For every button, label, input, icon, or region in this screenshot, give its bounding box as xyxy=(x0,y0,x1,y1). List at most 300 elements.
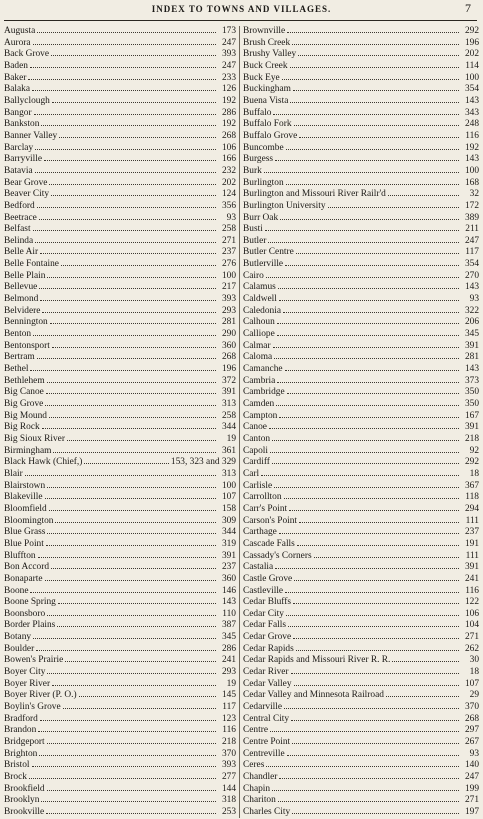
index-entry xyxy=(4,236,236,246)
entry-pages: 93 xyxy=(469,748,479,759)
dot-leader xyxy=(272,434,459,441)
dot-leader xyxy=(51,189,216,196)
entry-pages: 158 xyxy=(221,503,236,514)
entry-pages: 167 xyxy=(464,410,479,421)
dot-leader xyxy=(288,620,459,627)
entry-pages: 107 xyxy=(221,492,236,503)
dot-leader xyxy=(392,655,459,662)
entry-name: Castleville xyxy=(243,585,284,596)
entry-pages: 206 xyxy=(464,317,479,328)
entry-pages: 100 xyxy=(221,480,236,491)
entry-name: Boonsboro xyxy=(4,608,46,619)
entry-name: Brandon xyxy=(4,725,37,736)
entry-name: Back Grove xyxy=(4,49,50,60)
entry-pages: 360 xyxy=(221,573,236,584)
entry-name: Boyer River xyxy=(4,678,51,689)
dot-leader xyxy=(33,38,216,45)
index-entry xyxy=(4,586,236,596)
index-entry xyxy=(4,714,236,724)
entry-name: Boone xyxy=(4,585,29,596)
dot-leader xyxy=(291,714,459,721)
entry-name: Central City xyxy=(243,713,290,724)
index-entry xyxy=(243,737,479,747)
entry-pages: 271 xyxy=(221,235,236,246)
entry-name: Baker xyxy=(4,72,27,83)
dot-leader xyxy=(297,539,459,546)
entry-pages: 143 xyxy=(464,95,479,106)
index-entry xyxy=(4,143,236,153)
entry-pages: 253 xyxy=(221,806,236,817)
entry-pages: 144 xyxy=(221,783,236,794)
index-entry xyxy=(4,317,236,327)
dot-leader xyxy=(28,73,216,80)
entry-pages: 32 xyxy=(469,189,479,200)
entry-name: Banner Valley xyxy=(4,130,58,141)
entry-pages: 143 xyxy=(464,154,479,165)
index-entry xyxy=(243,411,479,421)
index-entry xyxy=(243,213,479,223)
entry-pages: 247 xyxy=(464,772,479,782)
entry-pages: 104 xyxy=(464,620,479,631)
entry-name: Bloomington xyxy=(4,515,54,526)
entry-pages: 313 xyxy=(221,399,236,409)
entry-name: Busti xyxy=(243,224,263,235)
entry-pages: 124 xyxy=(221,189,236,200)
index-entry xyxy=(243,178,479,188)
dot-leader xyxy=(39,213,216,220)
entry-pages: 367 xyxy=(464,480,479,491)
page-title: INDEX TO TOWNS AND VILLAGES. xyxy=(151,4,332,14)
entry-name: Carl xyxy=(243,468,260,479)
dot-leader xyxy=(33,632,216,639)
right-index-column xyxy=(239,26,479,818)
dot-leader xyxy=(328,201,459,208)
entry-pages: 391 xyxy=(464,422,479,433)
entry-name: Chandler xyxy=(243,772,278,782)
dot-leader xyxy=(266,271,459,278)
entry-name: Camanche xyxy=(243,364,283,375)
dot-leader xyxy=(40,247,216,254)
entry-pages: 116 xyxy=(465,130,479,141)
dot-leader xyxy=(30,61,216,68)
index-entry xyxy=(4,399,236,409)
entry-name: Carrollton xyxy=(243,492,282,503)
index-entry xyxy=(243,131,479,141)
dot-leader xyxy=(45,399,216,406)
dot-leader xyxy=(290,96,459,103)
dot-leader xyxy=(50,317,216,324)
dot-leader xyxy=(84,457,169,464)
entry-name: Canoe xyxy=(243,422,267,433)
index-entry xyxy=(4,644,236,654)
dot-leader xyxy=(285,364,459,371)
entry-pages: 197 xyxy=(464,806,479,817)
index-entry xyxy=(4,760,236,770)
entry-pages: 100 xyxy=(221,270,236,281)
entry-pages: 18 xyxy=(469,468,479,479)
index-entry xyxy=(4,807,236,817)
index-entry xyxy=(243,399,479,409)
dot-leader xyxy=(30,586,216,593)
entry-name: Burgess xyxy=(243,154,274,165)
dot-leader xyxy=(279,527,459,534)
index-entry xyxy=(4,259,236,269)
entry-pages: 173 xyxy=(221,26,236,36)
entry-pages: 360 xyxy=(221,340,236,351)
dot-leader xyxy=(269,422,459,429)
entry-name: Calhoun xyxy=(243,317,275,328)
entry-pages: 116 xyxy=(465,585,479,596)
index-entry xyxy=(4,795,236,805)
dot-leader xyxy=(279,772,459,779)
entry-name: Blakeville xyxy=(4,492,43,503)
dot-leader xyxy=(47,481,216,488)
dot-leader xyxy=(51,562,216,569)
entry-name: Cedar Rapids and Missouri River R. R. xyxy=(243,655,391,666)
entry-pages: 277 xyxy=(221,772,236,782)
entry-pages: 19 xyxy=(226,678,236,689)
entry-pages: 372 xyxy=(221,375,236,386)
entry-name: Carr's Point xyxy=(243,503,288,514)
dot-leader xyxy=(299,516,459,523)
entry-pages: 393 xyxy=(221,294,236,305)
dot-leader xyxy=(296,247,459,254)
index-entry xyxy=(243,282,479,292)
entry-pages: 111 xyxy=(465,550,479,561)
entry-name: Bellevue xyxy=(4,282,38,293)
entry-pages: 258 xyxy=(221,224,236,235)
index-entry xyxy=(4,516,236,526)
entry-name: Burk xyxy=(243,165,262,176)
dot-leader xyxy=(284,702,459,709)
dot-leader xyxy=(49,411,216,418)
entry-pages: 146 xyxy=(221,585,236,596)
dot-leader xyxy=(293,597,459,604)
dot-leader xyxy=(285,586,459,593)
index-entry xyxy=(4,247,236,257)
index-entry xyxy=(243,725,479,735)
entry-name: Cedar Valley and Minnesota Railroad xyxy=(243,690,384,701)
entry-pages: 143 xyxy=(464,282,479,293)
entry-pages: 248 xyxy=(464,119,479,130)
entry-name: Big Mound xyxy=(4,410,47,421)
index-entry xyxy=(4,387,236,397)
index-entry xyxy=(4,539,236,549)
dot-leader xyxy=(289,504,459,511)
index-entry xyxy=(4,224,236,234)
dot-leader xyxy=(25,469,216,476)
entry-name: Boyer City xyxy=(4,667,46,678)
entry-pages: 361 xyxy=(221,445,236,456)
dot-leader xyxy=(49,178,216,185)
entry-name: Ceres xyxy=(243,760,265,771)
index-entry xyxy=(4,271,236,281)
entry-pages: 350 xyxy=(464,399,479,409)
entry-pages: 93 xyxy=(226,212,236,223)
index-entry xyxy=(243,749,479,759)
dot-leader xyxy=(266,760,459,767)
entry-pages: 241 xyxy=(464,573,479,584)
index-entry xyxy=(4,469,236,479)
entry-name: Capoli xyxy=(243,445,268,456)
index-entry xyxy=(243,632,479,642)
dot-leader xyxy=(314,551,459,558)
entry-name: Buffalo Fork xyxy=(243,119,292,130)
index-entry xyxy=(243,446,479,456)
entry-pages: 241 xyxy=(221,655,236,666)
index-entry xyxy=(243,376,479,386)
dot-leader xyxy=(44,154,216,161)
entry-pages: 100 xyxy=(464,72,479,83)
entry-name: Cedar City xyxy=(243,608,284,619)
index-entry xyxy=(4,749,236,759)
dot-leader xyxy=(52,679,216,686)
entry-pages: 153, 323 and 329 xyxy=(170,457,236,468)
entry-name: Burlington xyxy=(243,177,284,188)
entry-pages: 19 xyxy=(226,433,236,444)
dot-leader xyxy=(47,667,216,674)
index-entry xyxy=(243,504,479,514)
dot-leader xyxy=(47,527,216,534)
dot-leader xyxy=(63,702,216,709)
index-entry xyxy=(4,562,236,572)
index-entry xyxy=(4,329,236,339)
dot-leader xyxy=(286,609,459,616)
entry-pages: 232 xyxy=(221,165,236,176)
entry-name: Burlington and Missouri River Railr'd xyxy=(243,189,386,200)
entry-pages: 322 xyxy=(464,305,479,316)
entry-name: Bennington xyxy=(4,317,48,328)
entry-name: Blue Point xyxy=(4,538,44,549)
index-entry xyxy=(243,143,479,153)
entry-name: Blue Grass xyxy=(4,527,46,538)
dot-leader xyxy=(38,551,216,558)
entry-name: Caldwell xyxy=(243,294,277,305)
index-entry xyxy=(243,224,479,234)
entry-name: Calmar xyxy=(243,340,271,351)
entry-name: Augusta xyxy=(4,26,36,36)
index-entry xyxy=(243,551,479,561)
index-entry xyxy=(4,119,236,129)
index-entry xyxy=(243,49,479,59)
index-entry xyxy=(243,784,479,794)
dot-leader xyxy=(42,422,216,429)
entry-name: Buck Creek xyxy=(243,60,288,71)
entry-pages: 117 xyxy=(465,247,479,258)
entry-name: Calamus xyxy=(243,282,276,293)
entry-name: Cairo xyxy=(243,270,264,281)
dot-leader xyxy=(298,49,459,56)
index-entry xyxy=(243,667,479,677)
entry-name: Bethlehem xyxy=(4,375,45,386)
entry-name: Bertram xyxy=(4,352,35,363)
index-entry xyxy=(243,655,479,665)
dot-leader xyxy=(36,644,216,651)
index-entry xyxy=(4,632,236,642)
index-entry xyxy=(243,294,479,304)
entry-name: Brighton xyxy=(4,748,38,759)
entry-pages: 393 xyxy=(221,760,236,771)
entry-name: Bentonsport xyxy=(4,340,50,351)
dot-leader xyxy=(268,236,459,243)
index-entry xyxy=(4,282,236,292)
entry-name: Beetrace xyxy=(4,212,37,223)
entry-name: Belinda xyxy=(4,235,34,246)
index-entry xyxy=(4,481,236,491)
entry-name: Cascade Falls xyxy=(243,538,295,549)
entry-pages: 271 xyxy=(464,795,479,806)
dot-leader xyxy=(273,341,459,348)
entry-name: Birmingham xyxy=(4,445,52,456)
dot-leader xyxy=(275,562,459,569)
index-entry xyxy=(4,364,236,374)
index-entry xyxy=(4,154,236,164)
entry-name: Butlerville xyxy=(243,259,284,270)
entry-name: Brooklyn xyxy=(4,795,40,806)
index-entry xyxy=(243,84,479,94)
header-rule xyxy=(4,20,477,21)
index-entry xyxy=(243,679,479,689)
dot-leader xyxy=(47,376,216,383)
dot-leader xyxy=(30,364,216,371)
entry-pages: 118 xyxy=(465,492,479,503)
entry-name: Bluffton xyxy=(4,550,36,561)
dot-leader xyxy=(273,108,459,115)
index-entry xyxy=(243,702,479,712)
entry-name: Cedar River xyxy=(243,667,289,678)
entry-name: Buck Eye xyxy=(243,72,280,83)
index-entry xyxy=(243,236,479,246)
dot-leader xyxy=(41,119,216,126)
entry-pages: 268 xyxy=(464,713,479,724)
index-entry xyxy=(243,469,479,479)
index-entry xyxy=(4,131,236,141)
entry-pages: 286 xyxy=(221,643,236,654)
dot-leader xyxy=(296,644,459,651)
index-entry xyxy=(4,574,236,584)
entry-name: Barryville xyxy=(4,154,43,165)
entry-name: Boone Spring xyxy=(4,597,56,608)
entry-pages: 114 xyxy=(465,60,479,71)
index-entry xyxy=(4,26,236,36)
dot-leader xyxy=(287,26,459,33)
entry-pages: 192 xyxy=(221,119,236,130)
index-entry xyxy=(4,352,236,362)
dot-leader xyxy=(39,282,216,289)
entry-name: Baden xyxy=(4,60,28,71)
entry-pages: 262 xyxy=(464,643,479,654)
entry-name: Carson's Point xyxy=(243,515,298,526)
dot-leader xyxy=(279,411,459,418)
index-entry xyxy=(243,586,479,596)
dot-leader xyxy=(32,760,216,767)
entry-pages: 387 xyxy=(221,620,236,631)
entry-pages: 293 xyxy=(221,305,236,316)
dot-leader xyxy=(33,329,216,336)
entry-pages: 313 xyxy=(221,468,236,479)
entry-pages: 192 xyxy=(221,95,236,106)
index-entry xyxy=(4,294,236,304)
index-entry xyxy=(243,247,479,257)
index-entry xyxy=(243,73,479,83)
left-index-column xyxy=(4,26,236,818)
entry-name: Charles City xyxy=(243,806,291,817)
index-entry xyxy=(4,108,236,118)
dot-leader xyxy=(35,143,216,150)
index-entry xyxy=(4,609,236,619)
index-entry xyxy=(243,562,479,572)
dot-leader xyxy=(287,749,459,756)
entry-name: Boylin's Grove xyxy=(4,702,61,713)
index-entry xyxy=(4,73,236,83)
dot-leader xyxy=(59,131,216,138)
entry-name: Belvidere xyxy=(4,305,41,316)
entry-name: Burlington University xyxy=(243,200,326,211)
dot-leader xyxy=(286,143,459,150)
index-entry xyxy=(243,760,479,770)
entry-name: Belfast xyxy=(4,224,31,235)
entry-pages: 110 xyxy=(222,608,236,619)
entry-name: Bridgeport xyxy=(4,737,45,748)
index-entry xyxy=(4,620,236,630)
dot-leader xyxy=(46,539,216,546)
entry-pages: 345 xyxy=(464,329,479,340)
dot-leader xyxy=(278,282,459,289)
entry-name: Buena Vista xyxy=(243,95,289,106)
index-entry xyxy=(4,38,236,48)
index-entry xyxy=(4,725,236,735)
entry-name: Brock xyxy=(4,772,27,782)
index-entry xyxy=(243,108,479,118)
entry-pages: 292 xyxy=(464,26,479,36)
entry-pages: 30 xyxy=(469,655,479,666)
dot-leader xyxy=(277,329,459,336)
index-entry xyxy=(4,411,236,421)
entry-pages: 258 xyxy=(221,410,236,421)
dot-leader xyxy=(272,784,459,791)
index-entry xyxy=(243,259,479,269)
entry-pages: 106 xyxy=(464,608,479,619)
entry-pages: 123 xyxy=(221,713,236,724)
entry-name: Ballyclough xyxy=(4,95,50,106)
entry-pages: 276 xyxy=(221,259,236,270)
entry-name: Bon Accord xyxy=(4,562,50,573)
index-entry xyxy=(243,644,479,654)
dot-leader xyxy=(33,224,216,231)
index-entry xyxy=(4,551,236,561)
entry-pages: 345 xyxy=(221,632,236,643)
entry-name: Big Rock xyxy=(4,422,40,433)
index-entry xyxy=(243,341,479,351)
index-entry xyxy=(243,795,479,805)
index-entry xyxy=(243,457,479,467)
entry-pages: 192 xyxy=(464,142,479,153)
index-entry xyxy=(243,38,479,48)
index-entry xyxy=(243,119,479,129)
dot-leader xyxy=(42,306,216,313)
entry-pages: 117 xyxy=(222,702,236,713)
dot-leader xyxy=(293,84,459,91)
dot-leader xyxy=(292,737,459,744)
dot-leader xyxy=(52,96,216,103)
index-entry xyxy=(243,714,479,724)
dot-leader xyxy=(35,166,216,173)
dot-leader xyxy=(29,772,216,779)
entry-name: Caledonia xyxy=(243,305,282,316)
dot-leader xyxy=(46,387,216,394)
page-number: 7 xyxy=(465,1,471,15)
entry-pages: 318 xyxy=(221,795,236,806)
